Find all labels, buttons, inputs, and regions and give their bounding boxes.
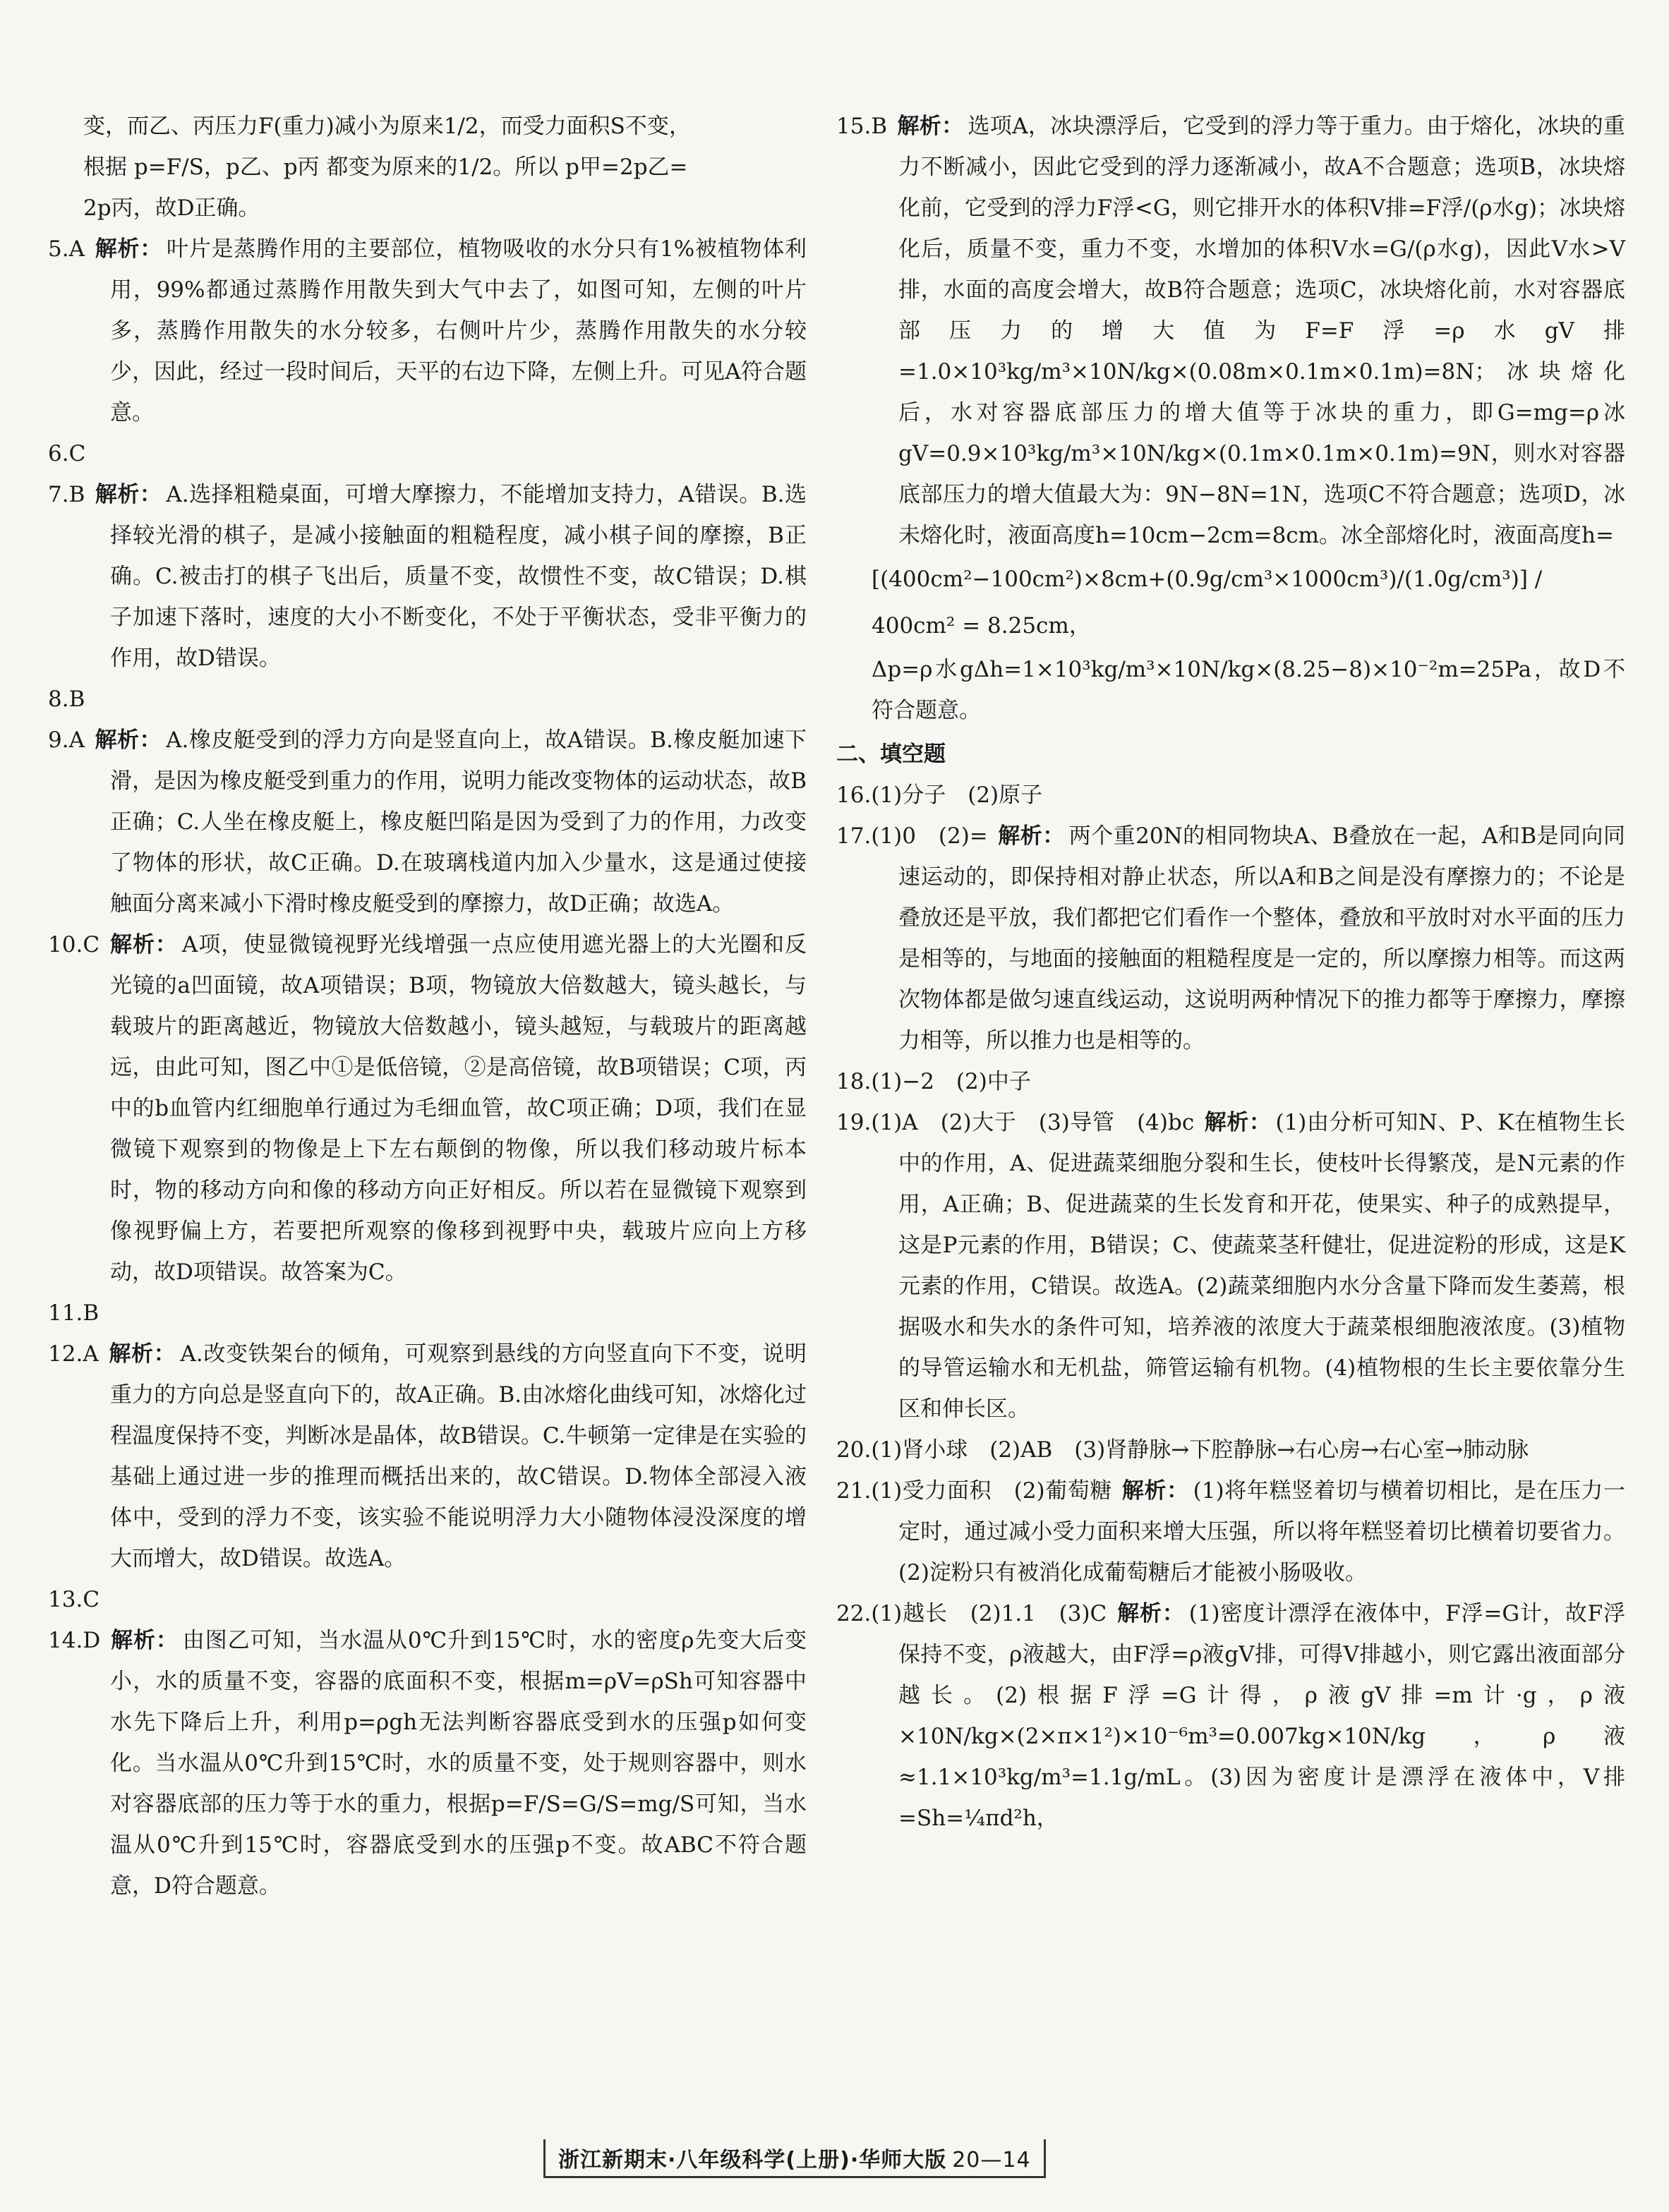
right-column bbox=[836, 106, 1625, 1839]
analysis-label: 解析： bbox=[95, 482, 162, 507]
question-number: 10. bbox=[48, 932, 83, 957]
question-number: 11. bbox=[48, 1300, 83, 1326]
answer-item bbox=[836, 1102, 1625, 1430]
analysis-text: A项，使显微镜视野光线增强一点应使用遮光器上的大光圈和反光镜的a凹面镜，故A项错误；B项，物镜放大倍数越大，镜头越长，与载玻片的距离越近，物镜放大倍数越小，镜头越短，与载玻片的距离越远，由此可知，图乙中①是低倍镜，②是高倍镜，故B项错误；C项，丙中的b血管内红细胞单行通过为毛细血管，故C项正确；D项，我们在显微镜下观察到的物像是上下左右颠倒的物像，所以我们移动玻片标本时，物的移动方向和像的移动方向正好相反。所以若在显微镜下观察到像视野偏上方，若要把所观察的像移到视野中央，载玻片应向上方移动，故D项错误。故答案为C。 bbox=[110, 932, 807, 1285]
analysis-text: 选项A，冰块漂浮后，它受到的浮力等于重力。由于熔化，冰块的重力不断减小，因此它受到的浮力逐渐减小，故A不合题意；选项B，冰块熔化前，它受到的浮力F浮<G，则它排开水的体积V排=F浮/(ρ水g)；冰块熔化后，质量不变，重力不变，水增加的体积V水=G/(ρ水g)，因此V水>V排，水面的高度会增大，故B符合题意；选项C，冰块熔化前，水对容器底部压力的增大值为F=F浮=ρ水gV排=1.0×10³kg/m³×10N/kg×(0.08m×0.1m×0.1m)=8N；冰块熔化后，水对容器底部压力的增大值等于冰块的重力，即G=mg=ρ冰gV=0.9×10³kg/m³×10N/kg×(0.1m×0.1m×0.1m)=9N，则水对容器底部压力的增大值最大为：9N−8N=1N，选项C不符合题意；选项D，冰未熔化时，液面高度h=10cm−2cm=8cm。冰全部熔化时，液面高度h= bbox=[898, 114, 1626, 548]
answer-item bbox=[48, 1293, 807, 1334]
answer-item bbox=[836, 1061, 1625, 1102]
analysis-label: 解析： bbox=[1121, 1478, 1189, 1504]
answer-item bbox=[48, 679, 807, 720]
page-footer bbox=[543, 2139, 1046, 2178]
question-number: 7. bbox=[48, 482, 69, 507]
analysis-text: A.橡皮艇受到的浮力方向是竖直向上，故A错误。B.橡皮艇加速下滑，是因为橡皮艇受到重力的作用，说明力能改变物体的运动状态，故B正确；C.人坐在橡皮艇上，橡皮艇凹陷是因为受到了力的作用，力改变了物体的形状，故C正确。D.在玻璃栈道内加入少量水，这是通过使接触面分离来减小下滑时橡皮艇受到的摩擦力，故D正确；故选A。 bbox=[110, 727, 807, 917]
answer-item bbox=[48, 433, 807, 474]
answer-key: A bbox=[68, 236, 85, 262]
answer-item bbox=[836, 1470, 1625, 1593]
answer-key: (1)受力面积 (2)葡萄糖 bbox=[871, 1478, 1112, 1504]
analysis-text: A.选择粗糙桌面，可增大摩擦力，不能增加支持力，A错误。B.选择较光滑的棋子，是减小接触面的粗糙程度，减小棋子间的摩擦，B正确。C.被击打的棋子飞出后，质量不变，故惯性不变，故C错误；D.棋子加速下落时，速度的大小不断变化，不处于平衡状态，受非平衡力的作用，故D错误。 bbox=[110, 482, 807, 671]
answer-key: A bbox=[68, 727, 85, 753]
answer-key: B bbox=[871, 114, 888, 139]
analysis-label: 解析： bbox=[110, 1628, 179, 1653]
analysis-label: 解析： bbox=[1204, 1110, 1272, 1135]
left-column bbox=[48, 106, 807, 1906]
analysis-text: (1)将年糕竖着切与横着切相比，是在压力一定时，通过减小受力面积来增大压强，所以将年糕竖着切比横着切要省力。(2)淀粉只有被消化成葡萄糖后才能被小肠吸收。 bbox=[898, 1478, 1625, 1585]
analysis-label: 解析： bbox=[1116, 1601, 1185, 1626]
question-number: 8. bbox=[48, 687, 69, 712]
answer-item bbox=[836, 1430, 1625, 1470]
analysis-label: 解析： bbox=[94, 727, 162, 753]
analysis-label: 解析： bbox=[94, 236, 163, 262]
answer-key: B bbox=[68, 482, 85, 507]
answer-item bbox=[836, 816, 1625, 1061]
answer-key: (1)肾小球 (2)AB (3)肾静脉→下腔静脉→右心房→右心室→肺动脉 bbox=[871, 1437, 1529, 1463]
answer-key: B bbox=[68, 687, 85, 712]
answer-key: C bbox=[68, 441, 86, 466]
continuation-text: Δp=ρ水gΔh=1×10³kg/m³×10N/kg×(8.25−8)×10⁻²m=25Pa，故D不符合题意。 bbox=[872, 657, 1625, 723]
answer-key: A bbox=[83, 1341, 99, 1367]
analysis-label: 解析： bbox=[897, 114, 964, 139]
continuation-text: 2p丙，故D正确。 bbox=[83, 195, 260, 221]
question-number: 20. bbox=[836, 1437, 872, 1463]
question-number: 14. bbox=[48, 1628, 83, 1653]
footer-title: 浙江新期末·八年级科学(上册)·华师大版 bbox=[558, 2148, 947, 2172]
question-number: 13. bbox=[48, 1587, 83, 1612]
formula-line: [(400cm²−100cm²)×8cm+(0.9g/cm³×1000cm³)/(1.0g/cm³)] / 400cm² = 8.25cm， bbox=[872, 567, 1543, 639]
answer-item bbox=[48, 1334, 807, 1579]
answer-key: (1)0 (2)= bbox=[871, 823, 988, 849]
question-number: 17. bbox=[836, 823, 872, 849]
answer-key: D bbox=[83, 1628, 101, 1653]
section-heading: 二、填空题 bbox=[836, 742, 946, 767]
answer-item bbox=[836, 1593, 1625, 1839]
answer-key: B bbox=[83, 1300, 100, 1326]
question-number: 15. bbox=[836, 114, 872, 139]
analysis-label: 解析： bbox=[997, 823, 1065, 849]
answer-item bbox=[48, 1579, 807, 1620]
question-number: 9. bbox=[48, 727, 69, 753]
answer-key: (1)越长 (2)1.1 (3)C bbox=[871, 1601, 1107, 1626]
question-number: 16. bbox=[836, 782, 872, 808]
question-number: 19. bbox=[836, 1110, 872, 1135]
answer-item bbox=[48, 1620, 807, 1906]
question-number: 12. bbox=[48, 1341, 83, 1367]
answer-item bbox=[836, 106, 1625, 556]
analysis-text: 由图乙可知，当水温从0℃升到15℃时，水的密度ρ先变大后变小，水的质量不变，容器的底面积不变，根据m=ρV=ρSh可知容器中水先下降后上升，利用p=ρgh无法判断容器底受到水的压强p如何变化。当水温从0℃升到15℃时，水的质量不变，处于规则容器中，则水对容器底部的压力等于水的重力，根据p=F/S=G/S=mg/S可知，当水温从0℃升到15℃时，容器底受到水的压强p不变。故ABC不符合题意，D符合题意。 bbox=[110, 1628, 807, 1899]
analysis-label: 解析： bbox=[109, 932, 178, 957]
continuation-text: 变，而乙、丙压力F(重力)减小为原来1/2，而受力面积S不变， bbox=[83, 114, 691, 139]
answer-key: (1)−2 (2)中子 bbox=[871, 1069, 1031, 1094]
analysis-text: 叶片是蒸腾作用的主要部位，植物吸收的水分只有1%被植物体利用，99%都通过蒸腾作用散失到大气中去了，如图可知，左侧的叶片多，蒸腾作用散失的水分较多，右侧叶片少，蒸腾作用散失的水分较少，因此，经过一段时间后，天平的右边下降，左侧上升。可见A符合题意。 bbox=[110, 236, 807, 425]
answer-item bbox=[48, 924, 807, 1293]
question-number: 5. bbox=[48, 236, 69, 262]
continuation-text: 根据 p=F/S，p乙、p丙 都变为原来的1/2。所以 p甲=2p乙= bbox=[83, 155, 688, 180]
answer-key: (1)分子 (2)原子 bbox=[871, 782, 1043, 808]
question-number: 21. bbox=[836, 1478, 872, 1504]
analysis-text: A.改变铁架台的倾角，可观察到悬线的方向竖直向下不变，说明重力的方向总是竖直向下的，故A正确。B.由冰熔化曲线可知，冰熔化过程温度保持不变，判断冰是晶体，故B错误。C.牛顿第一定律是在实验的基础上通过进一步的推理而概括出来的，故C错误。D.物体全部浸入液体中，受到的浮力不变，该实验不能说明浮力大小随物体浸没深度的增大而增大，故D错误。故选A。 bbox=[110, 1341, 807, 1571]
answer-item bbox=[48, 229, 807, 433]
analysis-text: 两个重20N的相同物块A、B叠放在一起，A和B是同向同速运动的，即保持相对静止状态，所以A和B之间是没有摩擦力的；不论是叠放还是平放，我们都把它们看作一个整体，叠放和平放时对水平面的压力是相等的，与地面的接触面的粗糙程度是一定的，所以摩擦力相等。而这两次物体都是做匀速直线运动，这说明两种情况下的推力都等于摩擦力，摩擦力相等，所以推力也是相等的。 bbox=[898, 823, 1626, 1053]
analysis-text: (1)由分析可知N、P、K在植物生长中的作用，A、促进蔬菜细胞分裂和生长，使枝叶长得繁茂，是N元素的作用，A正确；B、促进蔬菜的生长发育和开花，使果实、种子的成熟提早，这是P元素的作用，B错误；C、使蔬菜茎秆健壮，促进淀粉的形成，这是K元素的作用，C错误。故选A。(2)蔬菜细胞内水分含量下降而发生萎蔫，根据吸水和失水的条件可知，培养液的浓度大于蔬菜根细胞液浓度。(3)植物的导管运输水和无机盐，筛管运输有机物。(4)植物根的生长主要依靠分生区和伸长区。 bbox=[898, 1110, 1625, 1422]
page-number: 20—14 bbox=[952, 2148, 1031, 2172]
question-number: 6. bbox=[48, 441, 69, 466]
answer-item bbox=[836, 775, 1625, 816]
analysis-label: 解析： bbox=[108, 1341, 176, 1367]
question-number: 18. bbox=[836, 1069, 872, 1094]
answer-key: (1)A (2)大于 (3)导管 (4)bc bbox=[871, 1110, 1195, 1135]
answer-item bbox=[48, 474, 807, 679]
answer-key: C bbox=[83, 1587, 100, 1612]
answer-key: C bbox=[83, 932, 100, 957]
question-number: 22. bbox=[836, 1601, 872, 1626]
analysis-text: (1)密度计漂浮在液体中，F浮=G计，故F浮保持不变，ρ液越大，由F浮=ρ液gV排，可得V排越小，则它露出液面部分越长。(2)根据F浮=G计得，ρ液gV排=m计·g，ρ液×10N/kg×(2×π×1²)×10⁻⁶m³=0.007kg×10N/kg，ρ液≈1.1×10³kg/m³=1.1g/mL。(3)因为密度计是漂浮在液体中，V排=Sh=¼πd²h， bbox=[898, 1601, 1625, 1831]
answer-item bbox=[48, 720, 807, 924]
